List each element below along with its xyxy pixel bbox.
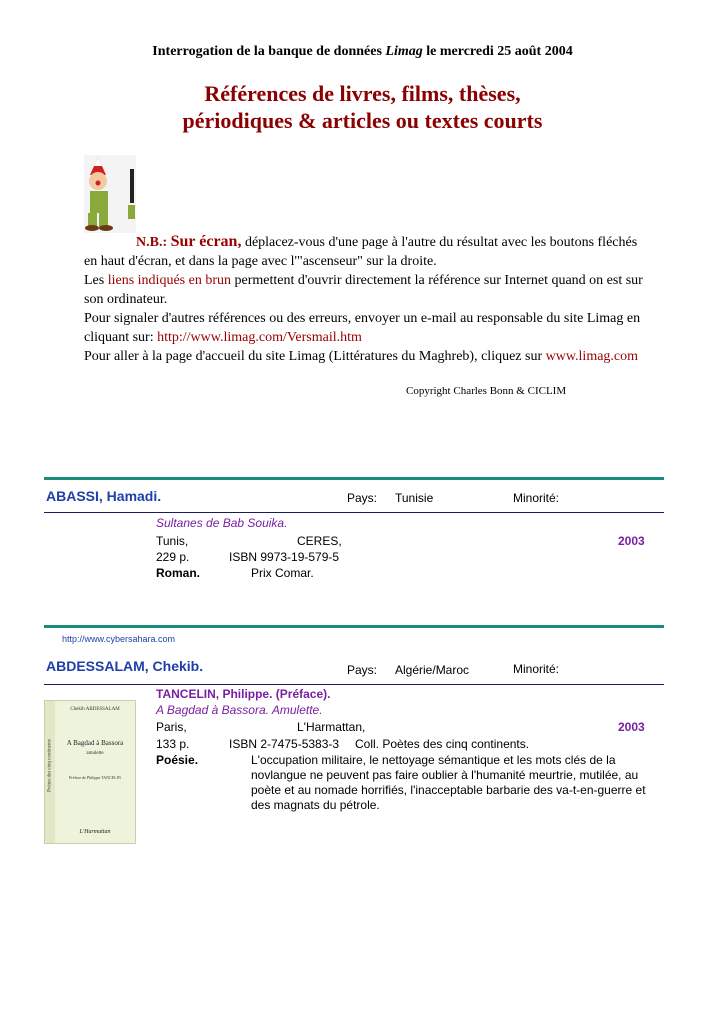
book-year: 2003 (618, 534, 645, 548)
minority-label: Minorité: (513, 491, 560, 505)
page-title-line1: Références de livres, films, thèses, (204, 81, 521, 106)
cybersahara-link[interactable]: http://www.cybersahara.com (62, 634, 176, 644)
book-publisher: L'Harmattan, (297, 720, 366, 734)
book-genre: Roman. (156, 566, 201, 580)
country-label: Pays: (347, 491, 378, 505)
entry-author: ABDESSALAM, Chekib. (46, 658, 204, 674)
book-genre: Poésie. (156, 753, 199, 767)
query-prefix: Interrogation de la banque de données (152, 44, 382, 59)
cover-author: Chekib ABDESSALAM (70, 707, 120, 712)
entry-author: ABASSI, Hamadi. (46, 488, 162, 504)
book-isbn: ISBN 2-7475-5383-3 (229, 737, 340, 751)
book-summary (251, 753, 651, 813)
country-value: Tunisie (395, 491, 434, 505)
nb-emphasis: Sur écran, (170, 233, 242, 250)
book-collection: Coll. Poètes des cinq continents. (355, 737, 530, 751)
notice-line3-prefix: Les (84, 273, 105, 288)
brown-links-hint[interactable]: liens indiqués en brun (107, 273, 231, 288)
book-city: Tunis, (156, 534, 189, 548)
book-note: Prix Comar. (251, 566, 314, 580)
book-pages: 133 p. (156, 737, 190, 751)
cover-title: A Bagdad à Bassora (66, 739, 124, 747)
nb-label: N.B.: (136, 235, 168, 250)
notice-block (84, 232, 644, 366)
page-title (0, 80, 725, 134)
limag-home-link[interactable]: www.limag.com (545, 349, 639, 364)
summary-line: poète et au nomade horrifiés, l'inacceptable barbarie des va-t-en-guerre et (251, 783, 646, 797)
minority-label: Minorité: (513, 662, 560, 676)
book-year: 2003 (618, 720, 645, 734)
book-cover (44, 700, 136, 844)
notice-line7 (84, 347, 644, 366)
entry-separator (44, 477, 664, 480)
query-line (0, 44, 725, 60)
cover-publisher: L'Harmattan (79, 829, 111, 835)
country-value: Algérie/Maroc (395, 663, 470, 677)
book-pages: 229 p. (156, 550, 190, 564)
copyright: Copyright Charles Bonn & CICLIM (406, 385, 567, 397)
book-city: Paris, (156, 720, 187, 734)
notice-line2: en haut d'écran, et dans la page avec l'"ascenseur" sur la droite. (84, 254, 437, 269)
summary-line: des magnats du pétrole. (251, 798, 380, 812)
cover-spine (45, 701, 55, 843)
query-db-name: Limag (385, 44, 423, 59)
query-date: le mercredi 25 août 2004 (426, 44, 573, 59)
book-isbn: ISBN 9973-19-579-5 (229, 550, 340, 564)
notice-line1-text: déplacez-vous d'une page à l'autre du résultat avec les boutons fléchés (244, 235, 638, 250)
cover-subtitle: amulette (86, 751, 104, 756)
summary-line: L'occupation militaire, le nettoyage sémantique et les mots clés de la (251, 753, 616, 767)
notice-line3 (84, 271, 644, 290)
summary-line: novlangue ne peuvent pas faire oublier à l'humanité meurtrie, mutilée, au (251, 768, 639, 782)
notice-line5: Pour signaler d'autres références ou des erreurs, envoyer un e-mail au responsable du site Limag en (84, 311, 641, 326)
book-contributor: TANCELIN, Philippe. (Préface). (156, 687, 331, 701)
clown-illustration (84, 155, 136, 233)
book-title: Sultanes de Bab Souika. (156, 516, 288, 530)
notice-line6 (84, 328, 644, 347)
notice-line1 (84, 232, 644, 252)
notice-line6-prefix: cliquant sur: (84, 330, 154, 345)
entry-underline (44, 512, 664, 513)
versmail-link[interactable]: http://www.limag.com/Versmail.htm (157, 330, 362, 345)
country-label: Pays: (347, 663, 378, 677)
entry-underline (44, 684, 664, 685)
notice-line7-prefix: Pour aller à la page d'accueil du site Limag (Littératures du Maghreb), cliquez sur (84, 349, 543, 364)
notice-line4: son ordinateur. (84, 292, 168, 307)
page-title-line2: périodiques & articles ou textes courts (182, 108, 543, 133)
book-title: A Bagdad à Bassora. Amulette. (156, 703, 323, 717)
book-publisher: CERES, (297, 534, 342, 548)
notice-line3-suffix: permettent d'ouvrir directement la référence sur Internet quand on est sur (234, 273, 643, 288)
cover-preface: Préface de Philippe TANCELIN (69, 775, 121, 780)
entry-separator (44, 625, 664, 628)
cover-spine-text: Poètes des cinq continents (47, 739, 53, 792)
